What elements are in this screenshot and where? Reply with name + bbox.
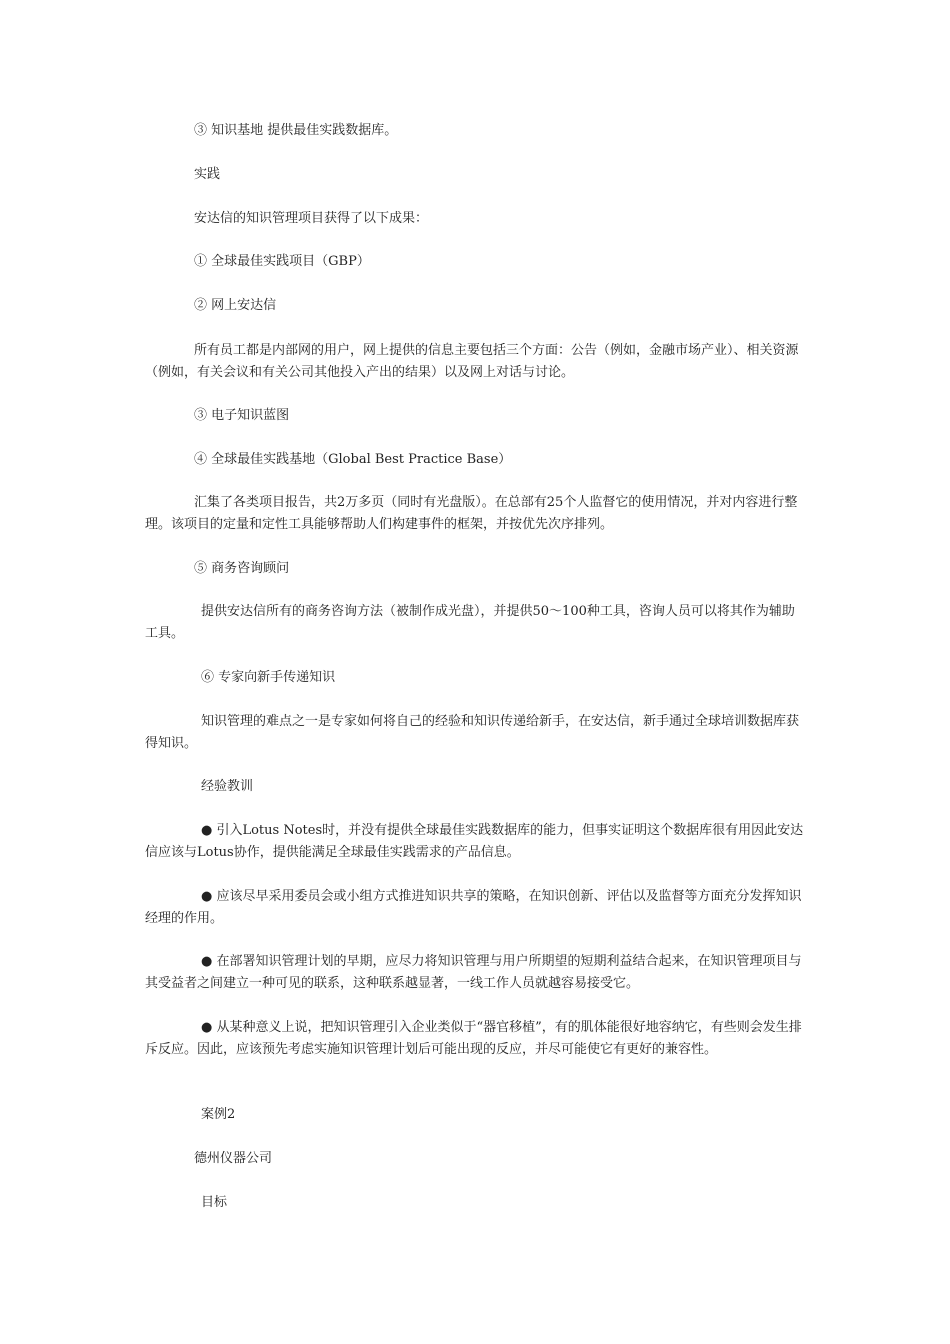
list-item-business-consulting: ⑤ 商务咨询顾问 (194, 561, 290, 576)
paragraph-project-reports: 汇集了各类项目报告，共2万多页（同时有光盘版）。在总部有25个人监督它的使用情况，并对内容进行整理。该项目的定量和定性工具能够帮助人们构建事件的框架，并按优先次序排列。 (145, 495, 798, 532)
section-heading-goal: 目标 (201, 1195, 228, 1210)
section-heading-case-2: 案例2 (201, 1107, 236, 1122)
bullet-lotus-notes: ● 引入Lotus Notes时，并没有提供全球最佳实践数据库的能力，但事实证明这个数据库很有用因此安达信应该与Lotus协作，提供能满足全球最佳实践需求的产品信息。 (145, 823, 804, 860)
bullet-committee-strategy: ● 应该尽早采用委员会或小组方式推进知识共享的策略，在知识创新、评估以及监督等方面充分发挥知识经理的作用。 (145, 889, 802, 926)
section-heading-lessons: 经验教训 (201, 779, 254, 794)
bullet-organ-transplant: ● 从某种意义上说，把知识管理引入企业类似于“器官移植”，有的肌体能很好地容纳它，有些则会发生排斥反应。因此，应该预先考虑实施知识管理计划后可能出现的反应，并尽可能使它有更好的兼容性。 (145, 1020, 802, 1057)
paragraph-results-intro: 安达信的知识管理项目获得了以下成果： (194, 211, 429, 226)
paragraph-intranet-users: 所有员工都是内部网的用户，网上提供的信息主要包括三个方面：公告（例如，金融市场产业）、相关资源（例如，有关会议和有关公司其他投入产出的结果）以及网上对话与讨论。 (145, 343, 799, 380)
list-item-knowledge-blueprint: ③ 电子知识蓝图 (194, 408, 290, 423)
paragraph-consulting-methods: 提供安达信所有的商务咨询方法（被制作成光盘），并提供50～100种工具，咨询人员可以将其作为辅助工具。 (145, 604, 795, 641)
list-item-knowledge-base: ③ 知识基地 提供最佳实践数据库。 (194, 123, 398, 138)
list-item-online-andersen: ② 网上安达信 (194, 298, 277, 313)
bullet-early-deployment: ● 在部署知识管理计划的早期，应尽力将知识管理与用户所期望的短期利益结合起来，在知识管理项目与其受益者之间建立一种可见的联系，这种联系越显著，一线工作人员就越容易接受它。 (145, 954, 802, 991)
list-item-gbp-base: ④ 全球最佳实践基地（Global Best Practice Base） (194, 452, 512, 467)
section-heading-practice: 实践 (194, 167, 221, 182)
list-item-expert-to-novice: ⑥ 专家向新手传递知识 (201, 670, 336, 685)
paragraph-knowledge-transfer: 知识管理的难点之一是专家如何将自己的经验和知识传递给新手，在安达信，新手通过全球培训数据库获得知识。 (145, 714, 800, 751)
list-item-gbp: ① 全球最佳实践项目（GBP） (194, 254, 370, 269)
company-name: 德州仪器公司 (194, 1151, 273, 1166)
